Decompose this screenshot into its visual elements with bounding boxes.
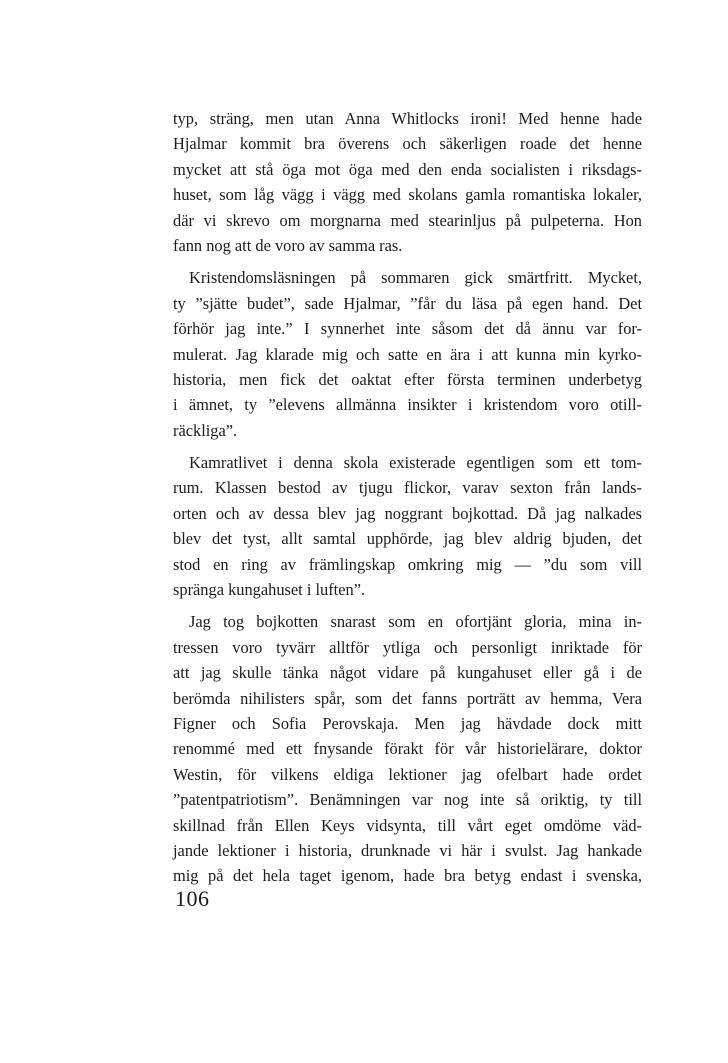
text-line: orten och av dessa blev jag noggrant bojkottad. Då jag nalkades	[173, 503, 642, 523]
text-line: Kristendomsläsningen på sommaren gick smärtfritt. Mycket,	[189, 268, 642, 288]
text-line: att jag skulle tänka något vidare på kungahuset eller gå i de	[173, 663, 642, 683]
text-line: mulerat. Jag klarade mig och satte en ära i att kunna min kyrko-	[173, 344, 642, 364]
text-line: historia, men fick det oaktat efter första terminen underbetyg	[173, 369, 642, 389]
text-line: Kamratlivet i denna skola existerade egentligen som ett tom-	[189, 453, 642, 473]
text-line: fann nog att de voro av samma ras.	[173, 235, 403, 255]
text-line: skillnad från Ellen Keys vidsynta, till vårt eget omdöme väd-	[173, 815, 642, 835]
page-number: 106	[175, 886, 210, 911]
text-line: renommé med ett fnysande förakt för vår historielärare, doktor	[173, 739, 642, 759]
text-line: där vi skrevo om morgnarna med stearinljus på pulpeterna. Hon	[173, 210, 642, 230]
paragraph-1	[173, 106, 642, 258]
text-line: spränga kungahuset i luften”.	[173, 580, 366, 600]
body-text	[173, 106, 642, 889]
text-line: Figner och Sofia Perovskaja. Men jag hävdade dock mitt	[173, 713, 642, 733]
text-line: Jag tog bojkotten snarast som en ofortjänt gloria, mina in-	[189, 612, 642, 632]
text-line: ”patentpatriotism”. Benämningen var nog inte så oriktig, ty till	[173, 790, 642, 810]
text-line: tressen voro tyvärr alltför ytliga och personligt inriktade för	[173, 637, 642, 657]
paragraph-2	[173, 265, 642, 443]
text-line: blev det tyst, allt samtal upphörde, jag blev aldrig bjuden, det	[173, 529, 642, 549]
text-line: rum. Klassen bestod av tjugu flickor, varav sexton från lands-	[173, 478, 642, 498]
text-line: räckliga”.	[173, 420, 238, 440]
text-line: mig på det hela taget igenom, hade bra betyg endast i svenska,	[173, 866, 642, 886]
text-line: ty ”sjätte budet”, sade Hjalmar, ”får du läsa på egen hand. Det	[173, 293, 642, 313]
paragraph-3	[173, 450, 642, 602]
text-line: jande lektioner i historia, drunknade vi här i svulst. Jag hankade	[173, 840, 642, 860]
paragraph-4	[173, 609, 642, 888]
text-line: berömda nihilisters spår, som det fanns porträtt av hemma, Vera	[173, 688, 642, 708]
text-line: mycket att stå öga mot öga med den enda socialisten i riksdags-	[173, 159, 642, 179]
text-line: Hjalmar kommit bra överens och säkerligen roade det henne	[173, 134, 642, 154]
text-line: typ, sträng, men utan Anna Whitlocks ironi! Med henne hade	[173, 109, 642, 128]
text-line: förhör jag inte.” I synnerhet inte såsom det då ännu var for-	[173, 319, 642, 339]
text-line: stod en ring av främlingskap omkring mig — ”du som vill	[173, 554, 642, 574]
text-line: huset, som låg vägg i vägg med skolans gamla romantiska lokaler,	[173, 185, 642, 205]
text-line: Westin, för vilkens eldiga lektioner jag ofelbart hade ordet	[173, 764, 642, 784]
text-line: i ämnet, ty ”elevens allmänna insikter i kristendom voro otill-	[173, 395, 642, 415]
